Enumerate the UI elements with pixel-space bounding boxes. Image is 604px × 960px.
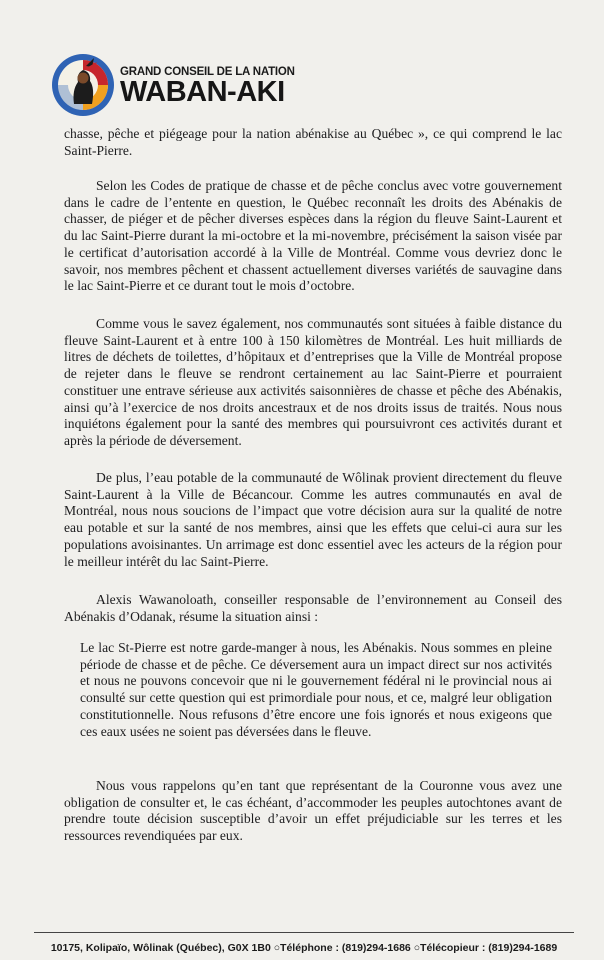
- paragraph-communities: [64, 316, 562, 450]
- footer-contact: 10175, Kolipaïo, Wôlinak (Québec), G0X 1B0 ○Téléphone : (819)294-1686 ○Télécopieur : (819)294-1689: [50, 942, 558, 954]
- block-quote: [80, 640, 552, 740]
- paragraph-quote-intro: [64, 592, 562, 625]
- paragraph-text: Nous vous rappelons qu’en tant que représentant de la Couronne vous avez une obligation de consulter et, le cas échéant, d’accommoder les peuples autochtones avant de prendre toute décision susceptible d’avoir un effet préjudiciable sur les terres et les ressources revendiquées par eux.: [64, 778, 562, 844]
- paragraph-text: Alexis Wawanoloath, conseiller responsable de l’environnement au Conseil des Abénakis d’Odanak, résume la situation ainsi :: [64, 592, 562, 624]
- paragraph-text: De plus, l’eau potable de la communauté de Wôlinak provient directement du fleuve Saint-Laurent à la Ville de Bécancour. Comme les autres communautés en aval de Montréal, nous nous soucions de l’impact que votre décision aura sur la qualité de notre eau potable et sur la santé de nos membres, ainsi que les effets que celui-ci aura sur les populations avoisinantes. Un arrimage est donc essentiel avec les acteurs de la région pour le meilleur intérêt du lac Saint-Pierre.: [64, 470, 562, 569]
- org-name-line2: WABAN-AKI: [120, 76, 285, 108]
- waban-aki-seal-logo: [50, 52, 116, 118]
- letterhead: [50, 50, 370, 122]
- org-name-line1: GRAND CONSEIL DE LA NATION: [120, 66, 295, 78]
- paragraph-crown-obligation: [64, 778, 562, 845]
- paragraph-text: chasse, pêche et piégeage pour la nation abénakise au Québec », ce qui comprend le lac Saint-Pierre.: [64, 126, 562, 158]
- paragraph-continuation: [64, 126, 562, 159]
- quote-text: Le lac St-Pierre est notre garde-manger à nous, les Abénakis. Nous sommes en pleine période de chasse et de pêche. Ce déversement aura un impact direct sur nos activités et nous ne pouvons concevoir que ni le gouvernement fédéral ni le provincial nous ai consulté sur cette question qui est primordiale pour nous, et ce, malgré leur obligation constitutionnelle. Nous refusons d’être encore une fois ignorés et nous exigeons que ces eaux usées ne soient pas déversées dans le fleuve.: [80, 640, 552, 739]
- paragraph-text: Selon les Codes de pratique de chasse et de pêche conclus avec votre gouvernement dans le cadre de l’entente en question, le Québec reconnaît les droits des Abénakis de chasser, de piéger et de pêcher diverses espèces dans la région du fleuve Saint-Laurent et du lac Saint-Pierre durant la mi-octobre et la mi-novembre, précisément la saison visée par le certificat d’autorisation accordé à la Ville de Montréal. Comme vous devriez donc le savoir, nos membres pêchent et chassent actuellement diverses variétés de sauvagine dans le lac Saint-Pierre et ce durant tout le mois d’octobre.: [64, 178, 562, 294]
- paragraph-text: Comme vous le savez également, nos communautés sont situées à faible distance du fleuve Saint-Laurent et à entre 100 à 150 kilomètres de Montréal. Les huit milliards de litres de déchets de toilettes, d’hôpitaux et d’entreprises que la Ville de Montréal propose de rejeter dans le fleuve se rendront certainement au lac Saint-Pierre et pourraient constituer une entrave sérieuse aux activités saisonnières de chasse et pêche des Abénakis, ainsi qu’à l’exercice de nos droits ancestraux et de nos droits issus de traités. Nous nous inquiétons également pour la santé des membres qui poursuivront ces activités durant et après la période de déversement.: [64, 316, 562, 448]
- footer-divider: [34, 932, 574, 933]
- paragraph-hunting-codes: [64, 178, 562, 295]
- paragraph-drinking-water: [64, 470, 562, 570]
